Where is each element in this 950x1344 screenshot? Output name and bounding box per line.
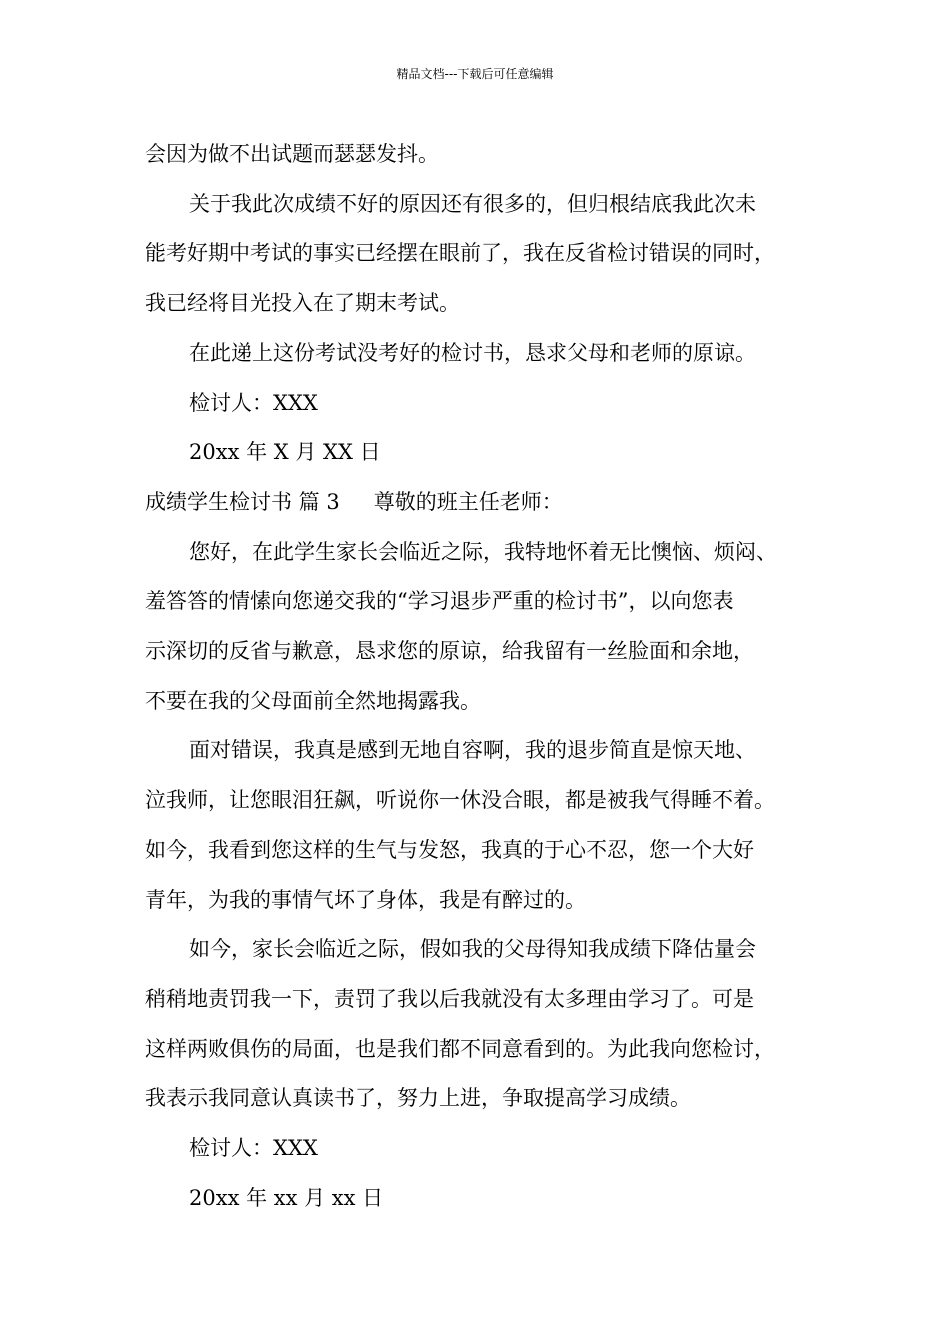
text-line: 会因为做不出试题而瑟瑟发抖。 (145, 142, 439, 166)
text-line: 示深切的反省与歉意，恳求您的原谅，给我留有一丝脸面和余地， (145, 639, 754, 664)
text-line: 如今，家长会临近之际，假如我的父母得知我成绩下降估量会 (189, 937, 756, 962)
date-line (145, 428, 835, 478)
text-line: 如今，我看到您这样的生气与发怒，我真的于心不忍，您一个大好 (145, 837, 754, 862)
page-header: 精品文档---下载后可任意编辑 (396, 67, 554, 81)
signature-line (145, 379, 835, 429)
date-line (145, 1174, 835, 1224)
document-body (145, 130, 835, 1223)
paragraph (145, 528, 835, 727)
signature-line (145, 1124, 835, 1174)
text-line: 这样两败俱伤的局面，也是我们都不同意看到的。为此我向您检讨， (145, 1036, 775, 1061)
text-line: 关于我此次成绩不好的原因还有很多的，但归根结底我此次未 (189, 191, 756, 216)
paragraph (145, 726, 835, 925)
paragraph (145, 925, 835, 1124)
text-line: 我已经将目光投入在了期末考试。 (145, 291, 460, 316)
text-line: 能考好期中考试的事实已经摆在眼前了，我在反省检讨错误的同时， (145, 241, 775, 266)
text-line: 面对错误，我真是感到无地自容啊，我的退步简直是惊天地、 (189, 738, 756, 763)
salutation: 尊敬的班主任老师： (373, 489, 563, 514)
section-heading: 成绩学生检讨书 篇 3 (145, 489, 340, 514)
paragraph (145, 329, 835, 379)
text-line: 检讨人：XXX (189, 390, 318, 415)
text-line: 泣我师，让您眼泪狂飙，听说你一休没合眼，都是被我气得睡不着。 (145, 788, 775, 813)
text-line: 您好，在此学生家长会临近之际，我特地怀着无比懊恼、烦闷、 (189, 539, 777, 564)
text-line: 我表示我同意认真读书了，努力上进，争取提高学习成绩。 (145, 1086, 691, 1111)
text-line: 检讨人：XXX (189, 1136, 318, 1161)
text-line: 不要在我的父母面前全然地揭露我。 (145, 688, 481, 713)
text-line: 20xx 年 xx 月 xx 日 (189, 1185, 384, 1210)
text-line: 在此递上这份考试没考好的检讨书，恳求父母和老师的原谅。 (189, 340, 756, 365)
section-heading-line (145, 478, 835, 528)
paragraph (145, 180, 835, 329)
text-line: 羞答答的情愫向您递交我的“学习退步严重的检讨书”，以向您表 (145, 589, 734, 614)
text-line: 稍稍地责罚我一下，责罚了我以后我就没有太多理由学习了。可是 (145, 986, 754, 1011)
paragraph (145, 130, 835, 180)
text-line: 20xx 年 X 月 XX 日 (189, 440, 381, 465)
text-line: 青年，为我的事情气坏了身体，我是有醉过的。 (145, 887, 586, 912)
